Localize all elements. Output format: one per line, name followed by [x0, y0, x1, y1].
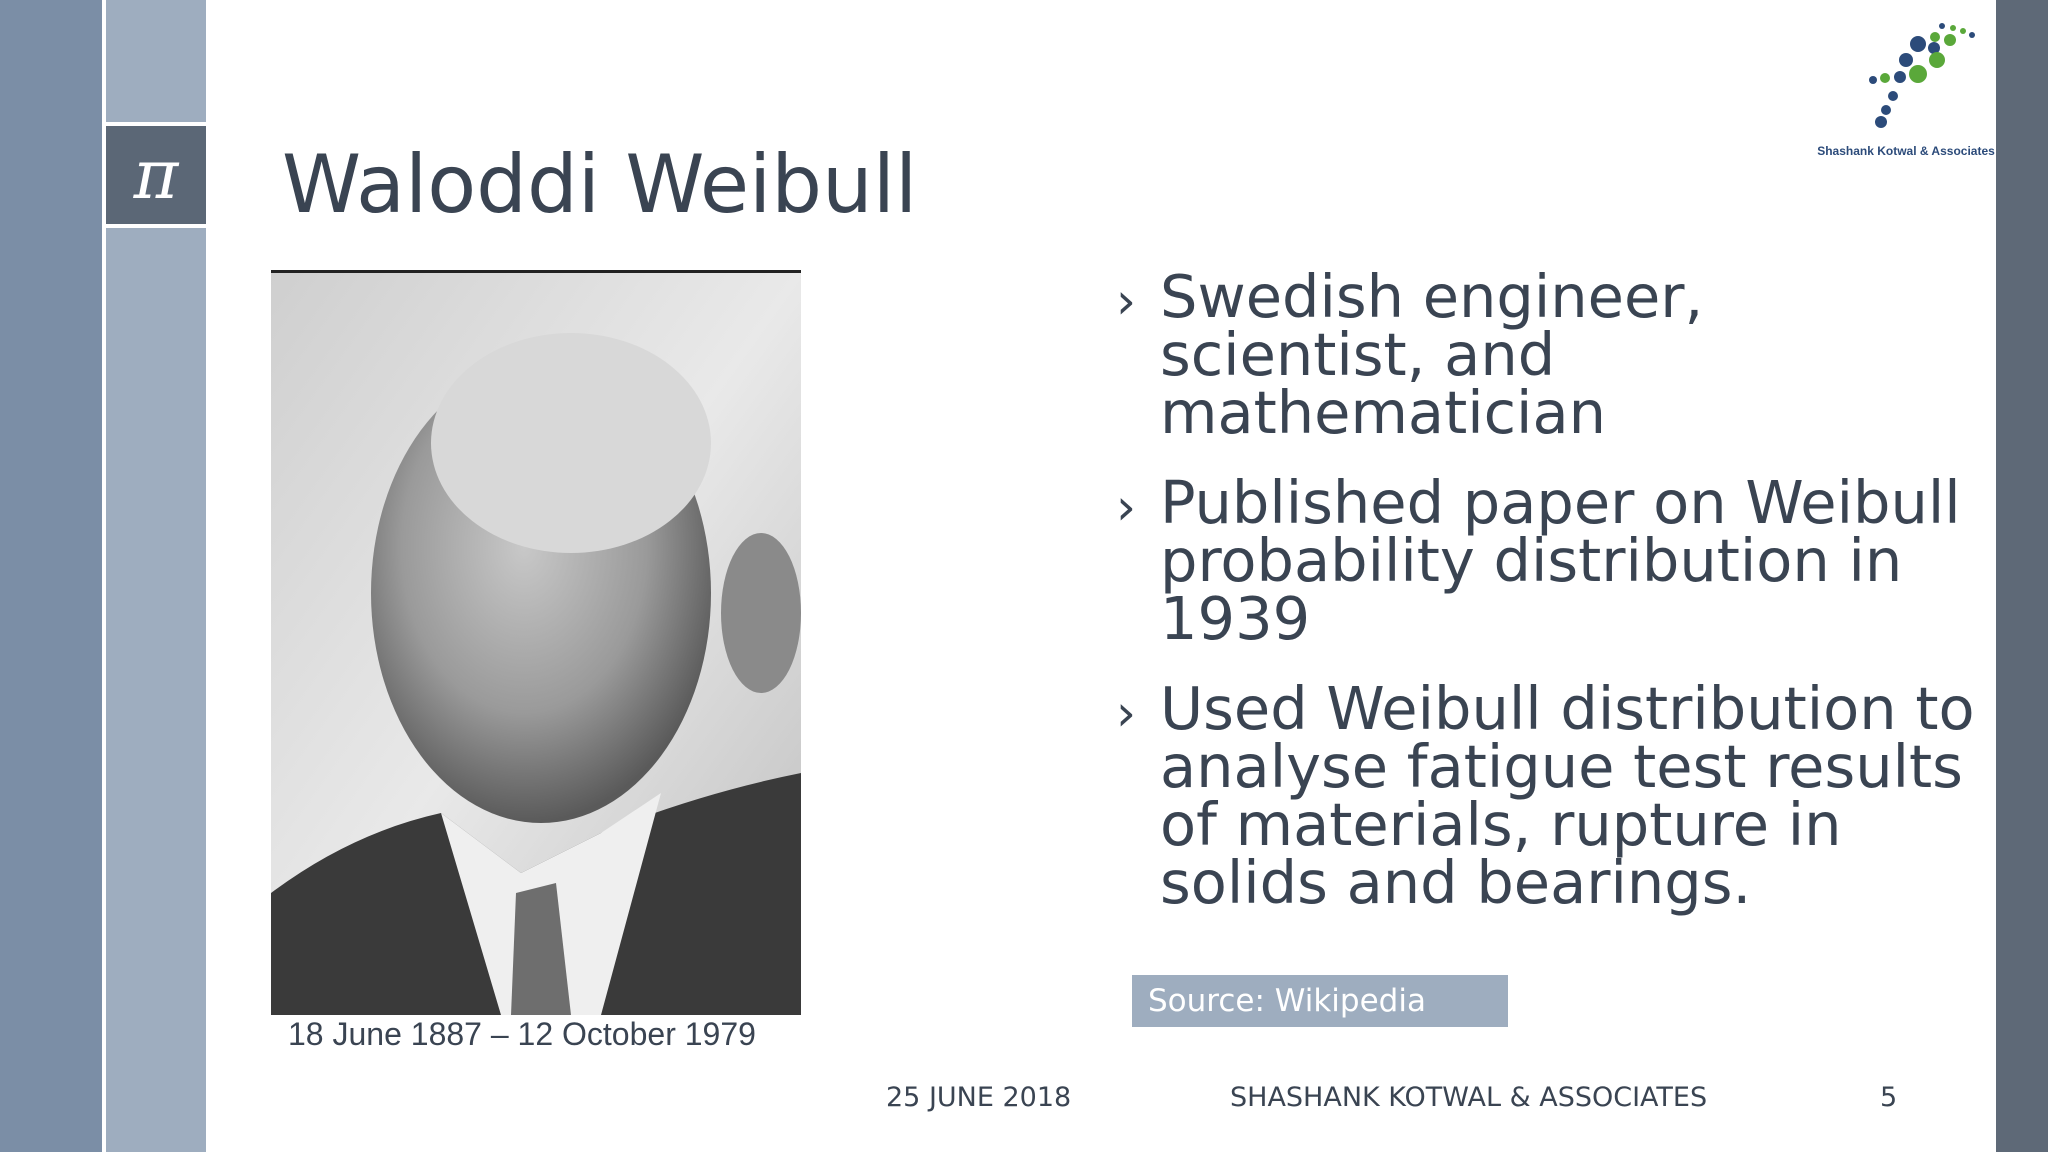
footer-page-number: 5 — [1880, 1082, 1898, 1113]
source-label: Source: Wikipedia — [1132, 975, 1508, 1027]
footer-date: 25 JUNE 2018 — [886, 1082, 1072, 1113]
footer-company: SHASHANK KOTWAL & ASSOCIATES — [1230, 1082, 1708, 1113]
bullet-chevron-icon: › — [1116, 478, 1136, 536]
slide-title: Waloddi Weibull — [282, 138, 918, 231]
portrait-photo — [271, 270, 801, 1015]
logo-caption: Shashank Kotwal & Associates — [1817, 144, 1995, 158]
right-decor-bar — [1996, 0, 2048, 1152]
bullet-text: Published paper on Weibull probability distribution in 1939 — [1160, 468, 1961, 653]
bullet-item — [1116, 262, 1976, 447]
photo-caption: 18 June 1887 – 12 October 1979 — [288, 1016, 756, 1052]
pi-icon: π — [106, 126, 206, 224]
bullet-chevron-icon: › — [1116, 272, 1136, 330]
bullet-text: Used Weibull distribution to analyse fatigue test results of materials, rupture in solids and bearings. — [1160, 674, 1975, 917]
bullet-item — [1116, 674, 1976, 917]
left-decor-bar — [0, 0, 102, 1152]
bullet-list — [1116, 262, 1976, 944]
bullet-item — [1116, 468, 1976, 653]
bullet-chevron-icon: › — [1116, 684, 1136, 742]
bullet-text: Swedish engineer, scientist, and mathematician — [1160, 262, 1704, 447]
